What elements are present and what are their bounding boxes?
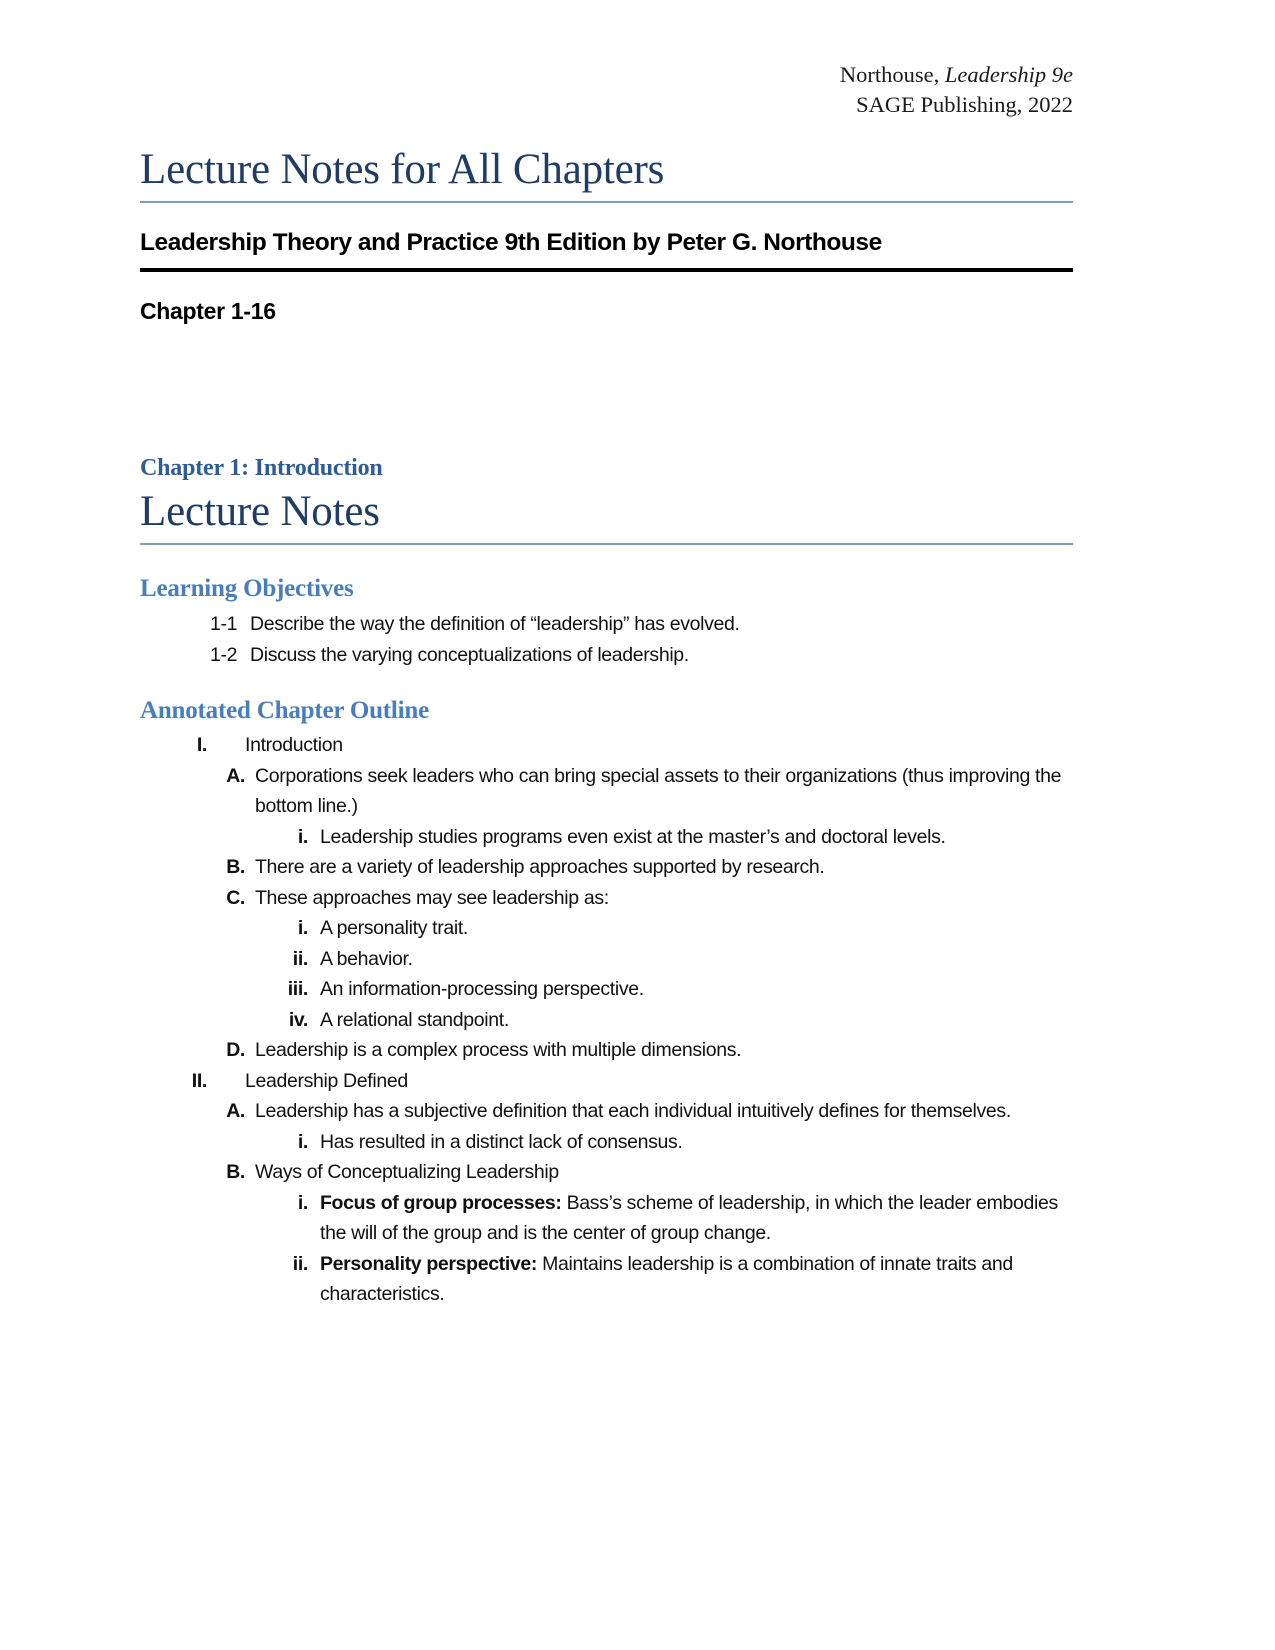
outline-item-marker: i. <box>297 1130 308 1153</box>
outline-item-definition: Bass’s scheme of leadership, in which the leader embodies the will of the group and is the center of group change. <box>320 1191 1058 1245</box>
running-header-author: Northouse, <box>839 62 945 87</box>
outline-item <box>140 730 1073 761</box>
outline-item <box>140 1188 1073 1249</box>
outline-item-marker: i. <box>297 825 308 848</box>
outline-item-text: An information-processing perspective. <box>320 978 644 1001</box>
learning-objective-text: Discuss the varying conceptualizations of leadership. <box>250 644 689 667</box>
outline-item <box>140 1157 1073 1188</box>
title-divider <box>140 201 1073 203</box>
outline-item <box>140 1005 1073 1036</box>
outline-item <box>140 1127 1073 1158</box>
annotated-outline-heading: Annotated Chapter Outline <box>140 697 430 725</box>
outline-item-marker: i. <box>297 1191 308 1214</box>
outline-item <box>140 883 1073 914</box>
outline-item <box>140 1035 1073 1066</box>
outline-item <box>140 761 1073 822</box>
outline-item <box>140 852 1073 883</box>
outline-item-text: Leadership has a subjective definition that each individual intuitively defines for themselves. <box>255 1100 1011 1123</box>
document-subtitle: Leadership Theory and Practice 9th Edition by Peter G. Northouse <box>140 229 882 257</box>
learning-objectives-list <box>140 609 1073 671</box>
outline-item-marker: C. <box>226 886 245 909</box>
outline-item <box>140 974 1073 1005</box>
outline-item <box>140 822 1073 853</box>
section-title-divider <box>140 543 1073 545</box>
chapter-heading: Chapter 1: Introduction <box>140 455 383 482</box>
outline-item <box>140 913 1073 944</box>
page-content <box>140 60 1073 1310</box>
learning-objectives-heading: Learning Objectives <box>140 575 354 603</box>
outline-item-text: Has resulted in a distinct lack of consensus. <box>320 1130 683 1153</box>
outline-item-term: Personality perspective: <box>320 1252 538 1275</box>
outline-item-text: There are a variety of leadership approaches supported by research. <box>255 856 825 879</box>
outline-item-text <box>320 1188 1073 1249</box>
learning-objective-number: 1-2 <box>210 644 238 667</box>
outline-item-text: Leadership Defined <box>245 1069 408 1092</box>
outline-item-text: Leadership studies programs even exist at the master’s and doctoral levels. <box>320 825 946 848</box>
outline-item-marker: iv. <box>288 1008 308 1031</box>
section-title: Lecture Notes <box>140 488 380 536</box>
outline-item-marker: B. <box>226 1161 245 1184</box>
outline-item-marker: B. <box>226 856 245 879</box>
outline-item-marker: I. <box>196 734 207 757</box>
learning-objective-text: Describe the way the definition of “leadership” has evolved. <box>250 613 740 636</box>
outline-item-marker: i. <box>297 917 308 940</box>
chapter-range-label: Chapter 1-16 <box>140 298 276 325</box>
outline-item <box>140 1249 1073 1310</box>
page-title: Lecture Notes for All Chapters <box>140 146 665 193</box>
outline-item-marker: A. <box>226 764 245 787</box>
outline-item-text: Ways of Conceptualizing Leadership <box>255 1161 559 1184</box>
outline-item-marker: II. <box>191 1069 207 1092</box>
outline-item-text <box>320 1249 1073 1310</box>
subtitle-divider <box>140 268 1073 272</box>
outline-item-text: Leadership is a complex process with multiple dimensions. <box>255 1039 742 1062</box>
outline-item-text: A behavior. <box>320 947 413 970</box>
outline-item-text: Corporations seek leaders who can bring special assets to their organizations (thus improving the bottom line.) <box>255 764 1062 818</box>
running-header-book-title: Leadership 9e <box>944 62 1073 87</box>
outline-item-text: These approaches may see leadership as: <box>255 886 609 909</box>
outline-item-marker: iii. <box>287 978 308 1001</box>
outline-item-term: Focus of group processes: <box>320 1191 562 1214</box>
learning-objective-item <box>140 640 1073 671</box>
learning-objective-number: 1-1 <box>210 613 238 636</box>
vertical-spacer <box>140 325 1073 455</box>
outline-item <box>140 1066 1073 1097</box>
outline-item-marker: ii. <box>292 947 308 970</box>
outline-item-marker: D. <box>226 1039 245 1062</box>
outline-item-text: Introduction <box>245 734 343 757</box>
running-header <box>140 60 1073 120</box>
outline-item-marker: A. <box>226 1100 245 1123</box>
outline-item-marker: ii. <box>292 1252 308 1275</box>
outline-item <box>140 944 1073 975</box>
running-header-line2: SAGE Publishing, 2022 <box>856 92 1073 117</box>
running-header-line1 <box>140 60 1073 90</box>
outline-item-definition: Maintains leadership is a combination of innate traits and characteristics. <box>320 1252 1013 1306</box>
annotated-outline-list <box>140 730 1073 1310</box>
learning-objective-item <box>140 609 1073 640</box>
outline-item-text: A relational standpoint. <box>320 1008 509 1031</box>
outline-item-text: A personality trait. <box>320 917 468 940</box>
outline-item <box>140 1096 1073 1127</box>
